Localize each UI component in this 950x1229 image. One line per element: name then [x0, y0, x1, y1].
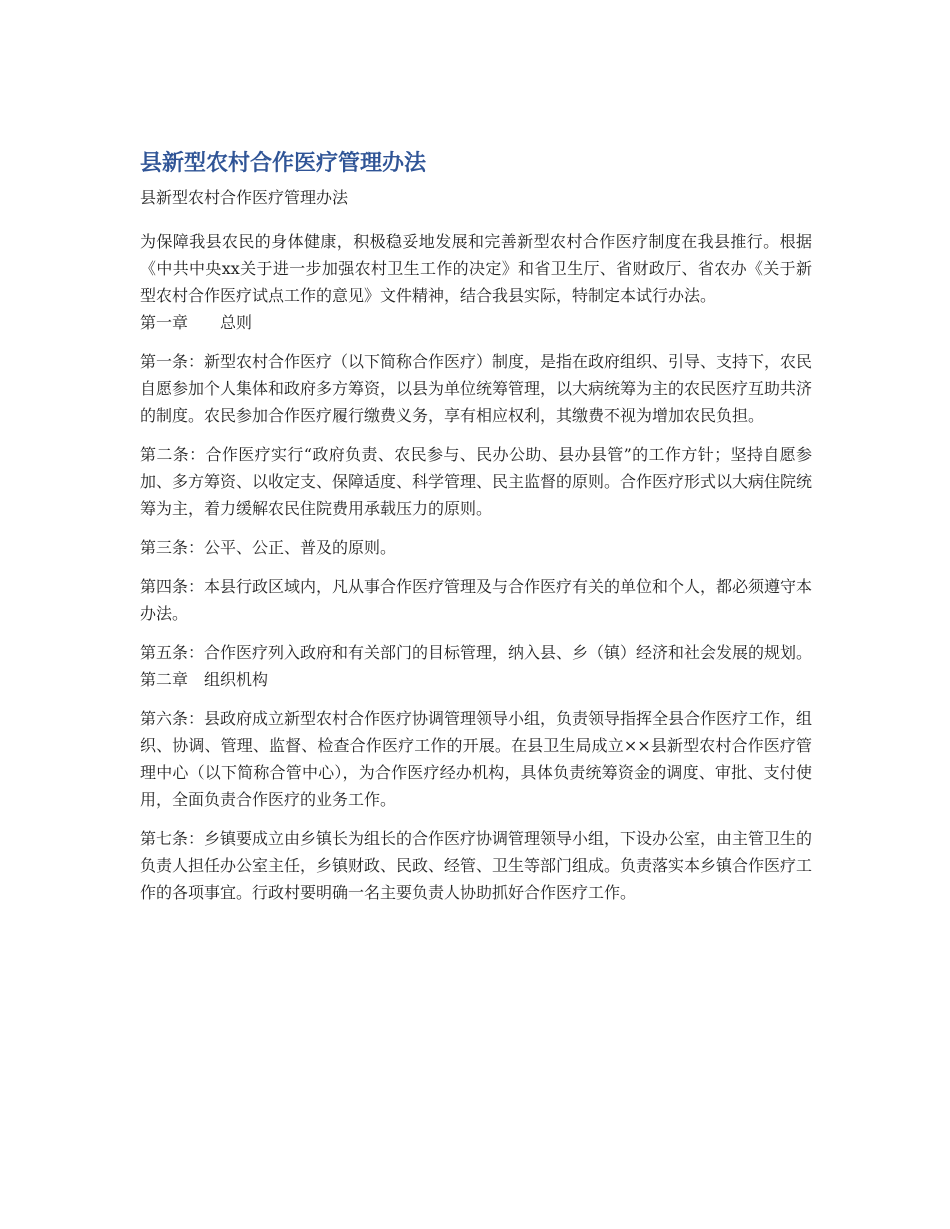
article-4: 第四条：本县行政区域内，凡从事合作医疗管理及与合作医疗有关的单位和个人，都必须遵守本办法。 — [140, 577, 813, 623]
intro-paragraph: 为保障我县农民的身体健康，积极稳妥地发展和完善新型农村合作医疗制度在我县推行。根据《中共中央xx关于进一步加强农村卫生工作的决定》和省卫生厅、省财政厅、省农办《关于新型农村合作医疗试点工作的意见》文件精神，结合我县实际，特制定本试行办法。 — [140, 232, 812, 305]
article-7: 第七条：乡镇要成立由乡镇长为组长的合作医疗协调管理领导小组，下设办公室，由主管卫生的负责人担任办公室主任，乡镇财政、民政、经管、卫生等部门组成。负责落实本乡镇合作医疗工作的各项事宜。行政村要明确一名主要负责人协助抓好合作医疗工作。 — [140, 829, 813, 902]
chapter-heading-2: 第二章 组织机构 — [140, 670, 269, 689]
chapter-heading-1: 第一章 总则 — [140, 313, 253, 332]
document-title: 县新型农村合作医疗管理办法 — [140, 151, 427, 176]
article-2: 第二条：合作医疗实行“政府负责、农民参与、民办公助、县办县管”的工作方针；坚持自愿参加、多方筹资、以收定支、保障适度、科学管理、民主监督的原则。合作医疗形式以大病住院统筹为主，着力缓解农民住院费用承载压力的原则。 — [140, 445, 813, 518]
article-3: 第三条：公平、公正、普及的原则。 — [140, 538, 397, 557]
article-5: 第五条：合作医疗列入政府和有关部门的目标管理，纳入县、乡（镇）经济和社会发展的规划。 — [140, 643, 813, 662]
document-page — [140, 148, 812, 906]
article-6: 第六条：县政府成立新型农村合作医疗协调管理领导小组，负责领导指挥全县合作医疗工作，组织、协调、管理、监督、检查合作医疗工作的开展。在县卫生局成立××县新型农村合作医疗管理中心（以下简称合管中心），为合作医疗经办机构，具体负责统筹资金的调度、审批、支付使用，全面负责合作医疗的业务工作。 — [140, 709, 813, 809]
document-subtitle: 县新型农村合作医疗管理办法 — [140, 188, 349, 207]
article-1: 第一条：新型农村合作医疗（以下简称合作医疗）制度，是指在政府组织、引导、支持下，农民自愿参加个人集体和政府多方筹资，以县为单位统筹管理，以大病统筹为主的农民医疗互助共济的制度。农民参加合作医疗履行缴费义务，享有相应权利，其缴费不视为增加农民负担。 — [140, 352, 813, 425]
